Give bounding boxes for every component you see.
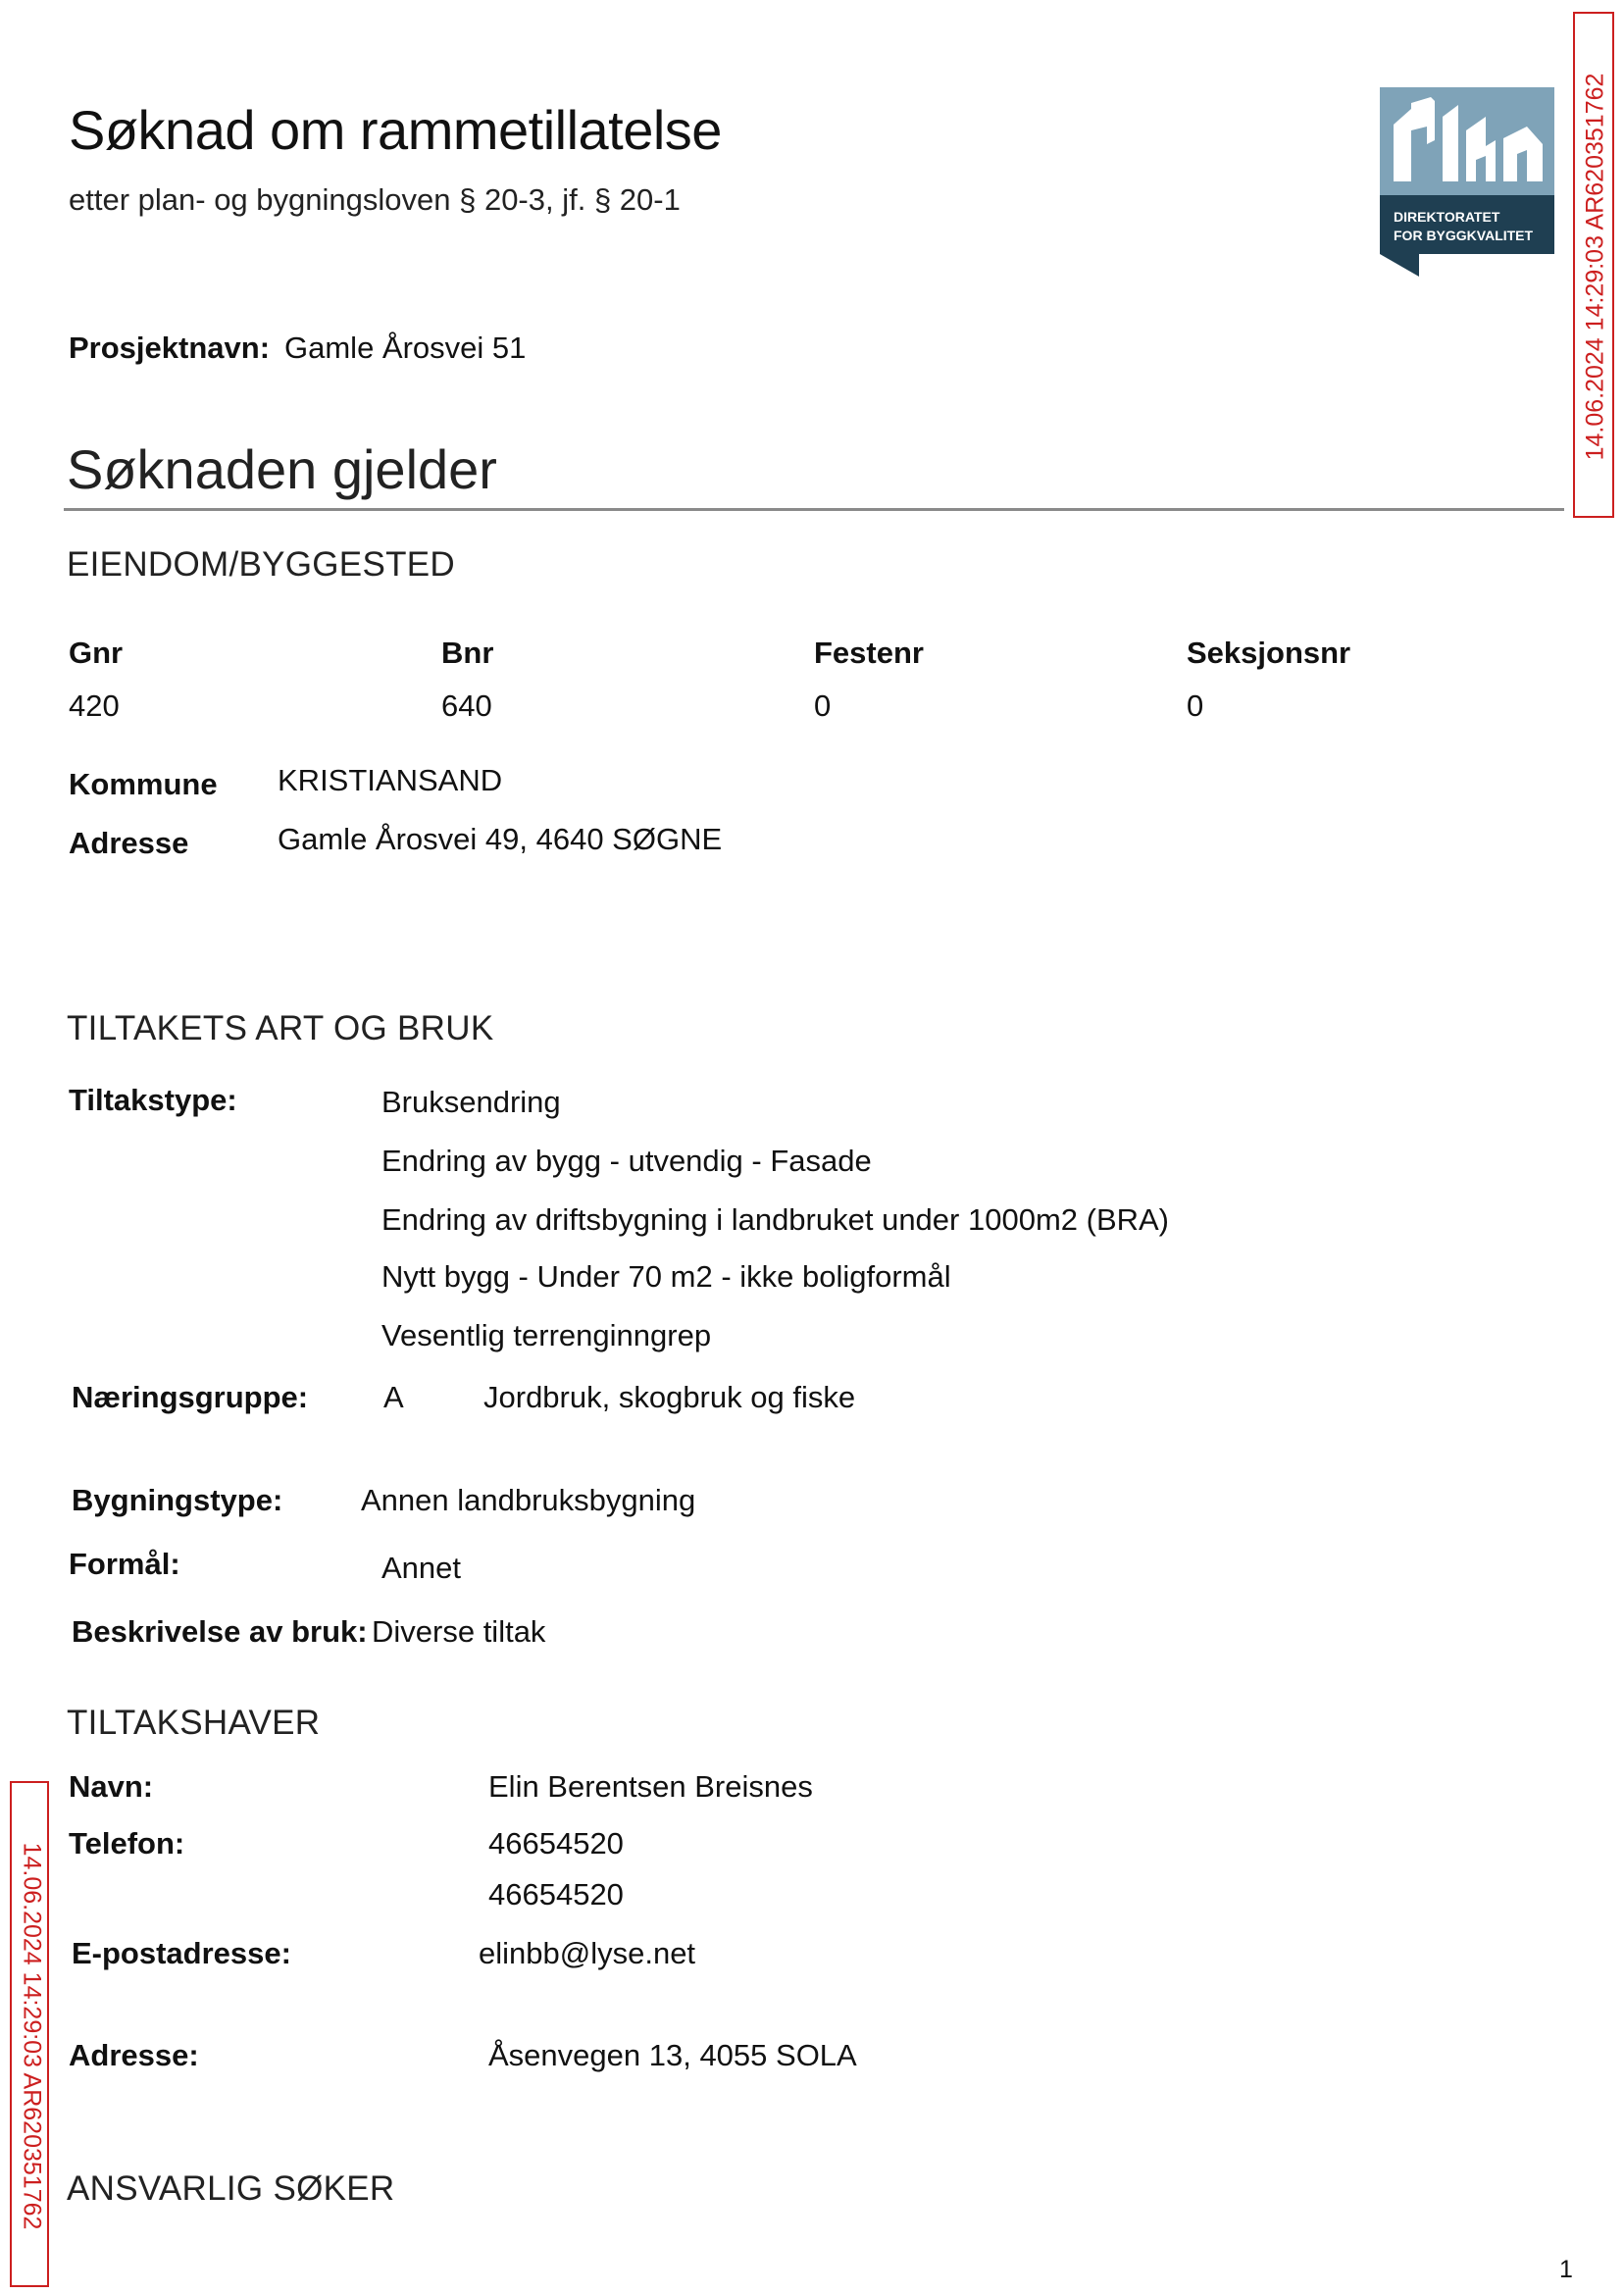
tiltak-heading: TILTAKETS ART OG BRUK <box>67 1009 494 1047</box>
tiltakstype-item: Vesentlig terrenginngrep <box>381 1318 712 1352</box>
gnr-value: 420 <box>69 688 120 723</box>
project-name-value: Gamle Årosvei 51 <box>284 331 527 365</box>
project-name-label: Prosjektnavn: <box>69 331 271 365</box>
bygningstype-value: Annen landbruksbygning <box>361 1483 696 1517</box>
property-heading: EIENDOM/BYGGESTED <box>67 545 455 584</box>
logo-text-line2: FOR BYGGKVALITET <box>1394 228 1534 243</box>
epost-label: E-postadresse: <box>72 1936 291 1970</box>
navn-label: Navn: <box>69 1769 154 1804</box>
festenr-label: Festenr <box>814 636 924 670</box>
kommune-value: KRISTIANSAND <box>278 763 503 797</box>
dibk-logo-icon <box>1380 87 1554 277</box>
tiltakstype-label: Tiltakstype: <box>69 1083 237 1117</box>
tiltakshaver-heading: TILTAKSHAVER <box>67 1704 321 1742</box>
bygningstype-label: Bygningstype: <box>72 1483 283 1517</box>
received-stamp-top-text: 14.06.2024 14:29:03 AR620351762 <box>1581 73 1609 461</box>
section-divider <box>64 508 1564 511</box>
bnr-label: Bnr <box>441 636 494 670</box>
gnr-label: Gnr <box>69 636 124 670</box>
tiltakstype-item: Endring av driftsbygning i landbruket under 1000m2 (BRA) <box>381 1202 1170 1237</box>
adresse-label: Adresse <box>69 826 189 860</box>
adresse-value: Gamle Årosvei 49, 4640 SØGNE <box>278 822 723 856</box>
bnr-value: 640 <box>441 688 492 723</box>
ansvarlig-soker-heading: ANSVARLIG SØKER <box>67 2169 395 2208</box>
page-title: Søknad om rammetillatelse <box>69 99 722 161</box>
naeringsgruppe-label: Næringsgruppe: <box>72 1380 309 1414</box>
kommune-label: Kommune <box>69 767 218 801</box>
tiltakshaver-adresse-label: Adresse: <box>69 2038 199 2072</box>
festenr-value: 0 <box>814 688 832 723</box>
logo-text-line1: DIREKTORATET <box>1394 209 1500 225</box>
page-number: 1 <box>1559 2256 1573 2283</box>
tiltakstype-item: Bruksendring <box>381 1085 561 1119</box>
beskrivelse-label: Beskrivelse av bruk: <box>72 1614 368 1649</box>
seksjonsnr-value: 0 <box>1187 688 1204 723</box>
page-subtitle: etter plan- og bygningsloven § 20-3, jf. § 20-1 <box>69 182 681 217</box>
epost-value: elinbb@lyse.net <box>479 1936 696 1970</box>
telefon-value: 46654520 <box>488 1826 624 1861</box>
navn-value: Elin Berentsen Breisnes <box>488 1769 813 1804</box>
naeringsgruppe-value: Jordbruk, skogbruk og fiske <box>483 1380 856 1414</box>
tiltakstype-item: Nytt bygg - Under 70 m2 - ikke boligformål <box>381 1259 951 1294</box>
formal-label: Formål: <box>69 1547 180 1581</box>
received-stamp-top <box>1573 12 1614 518</box>
telefon-value: 46654520 <box>488 1877 624 1912</box>
dibk-logo <box>1380 87 1554 277</box>
tiltakshaver-adresse-value: Åsenvegen 13, 4055 SOLA <box>488 2038 857 2072</box>
telefon-label: Telefon: <box>69 1826 185 1861</box>
received-stamp-bottom <box>10 1781 49 2287</box>
received-stamp-bottom-text: 14.06.2024 14:29:03 AR620351762 <box>18 1842 46 2230</box>
seksjonsnr-label: Seksjonsnr <box>1187 636 1351 670</box>
beskrivelse-value: Diverse tiltak <box>372 1614 546 1649</box>
formal-value: Annet <box>381 1551 462 1585</box>
tiltakstype-item: Endring av bygg - utvendig - Fasade <box>381 1144 872 1178</box>
section-title: Søknaden gjelder <box>67 438 497 500</box>
naeringsgruppe-code: A <box>383 1380 404 1414</box>
